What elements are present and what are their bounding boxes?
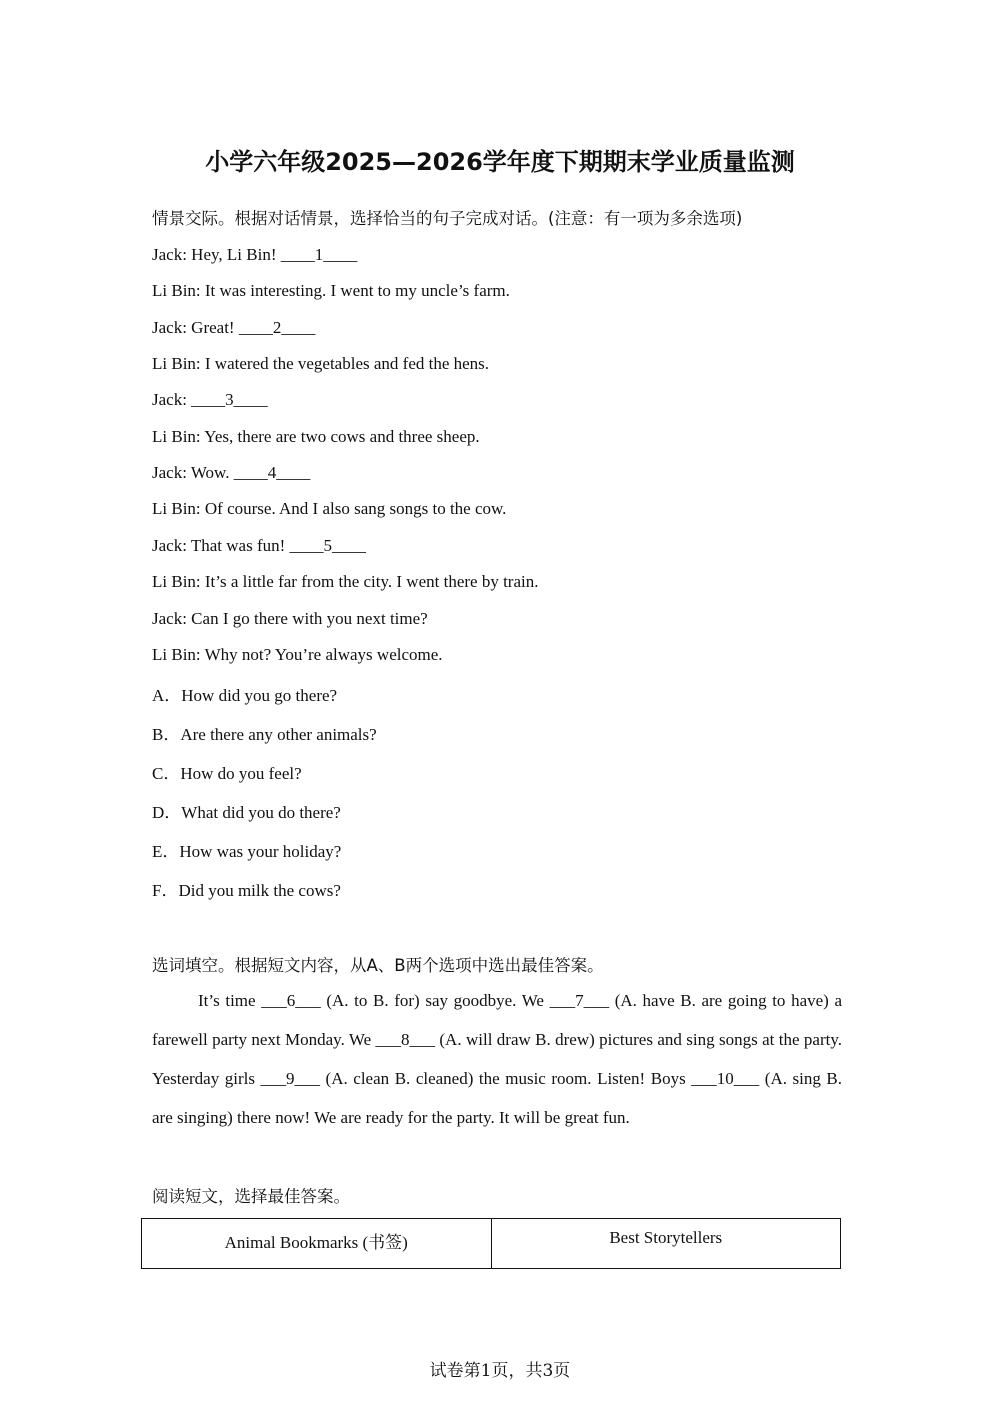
option-a: A．How did you go there? xyxy=(152,686,338,705)
dialogue-line: Li Bin: I watered the vegetables and fed the hens. xyxy=(152,354,490,373)
section2-instruction: 选词填空。根据短文内容，从A、B两个选项中选出最佳答案。 xyxy=(152,956,604,975)
option-b: B．Are there any other animals? xyxy=(152,725,377,744)
dialogue-line: Jack: Can I go there with you next time? xyxy=(152,609,428,628)
option-f: F．Did you milk the cows? xyxy=(152,881,341,900)
section1-instruction: 情景交际。根据对话情景，选择恰当的句子完成对话。(注意：有一项为多余选项) xyxy=(152,209,743,228)
dialogue-line: Li Bin: Yes, there are two cows and three sheep. xyxy=(152,427,480,446)
table-row xyxy=(142,1219,841,1269)
table-header-cell: Animal Bookmarks (书签) xyxy=(142,1219,492,1269)
table-header-cell: Best Storytellers xyxy=(491,1219,841,1269)
dialogue-line: Jack: That was fun! ____5____ xyxy=(152,536,367,555)
cloze-passage-text: It’s time ___6___ (A. to B. for) say goodbye. We ___7___ (A. have B. are going to have) a farewell party next Monday. We ___8___ (A. will draw B. drew) pictures and sing songs at the party. Yesterday girls ___9___ (A. clean B. cleaned) the music room. Listen! Boys ___10___ (A. sing B. are singing) there now! We are ready for the party. It will be great fun. xyxy=(152,991,842,1127)
option-e: E．How was your holiday? xyxy=(152,842,342,861)
dialogue-line: Jack: Great! ____2____ xyxy=(152,318,316,337)
dialogue-line: Li Bin: It was interesting. I went to my uncle’s farm. xyxy=(152,281,510,300)
reading-table xyxy=(141,1218,841,1269)
section3-instruction: 阅读短文，选择最佳答案。 xyxy=(152,1187,350,1206)
page-footer: 试卷第1页，共3页 xyxy=(429,1361,571,1381)
dialogue-line: Li Bin: Of course. And I also sang songs to the cow. xyxy=(152,499,507,518)
dialogue-line: Li Bin: It’s a little far from the city. I went there by train. xyxy=(152,572,539,591)
option-d: D．What did you do there? xyxy=(152,803,341,822)
dialogue-line: Li Bin: Why not? You’re always welcome. xyxy=(152,645,443,664)
cloze-passage xyxy=(152,981,842,1137)
page-title: 小学六年级2025—2026学年度下期期末学业质量监测 xyxy=(205,148,795,176)
dialogue-line: Jack: ____3____ xyxy=(152,390,268,409)
dialogue-line: Jack: Wow. ____4____ xyxy=(152,463,311,482)
option-c: C．How do you feel? xyxy=(152,764,302,783)
dialogue-line: Jack: Hey, Li Bin! ____1____ xyxy=(152,245,358,264)
